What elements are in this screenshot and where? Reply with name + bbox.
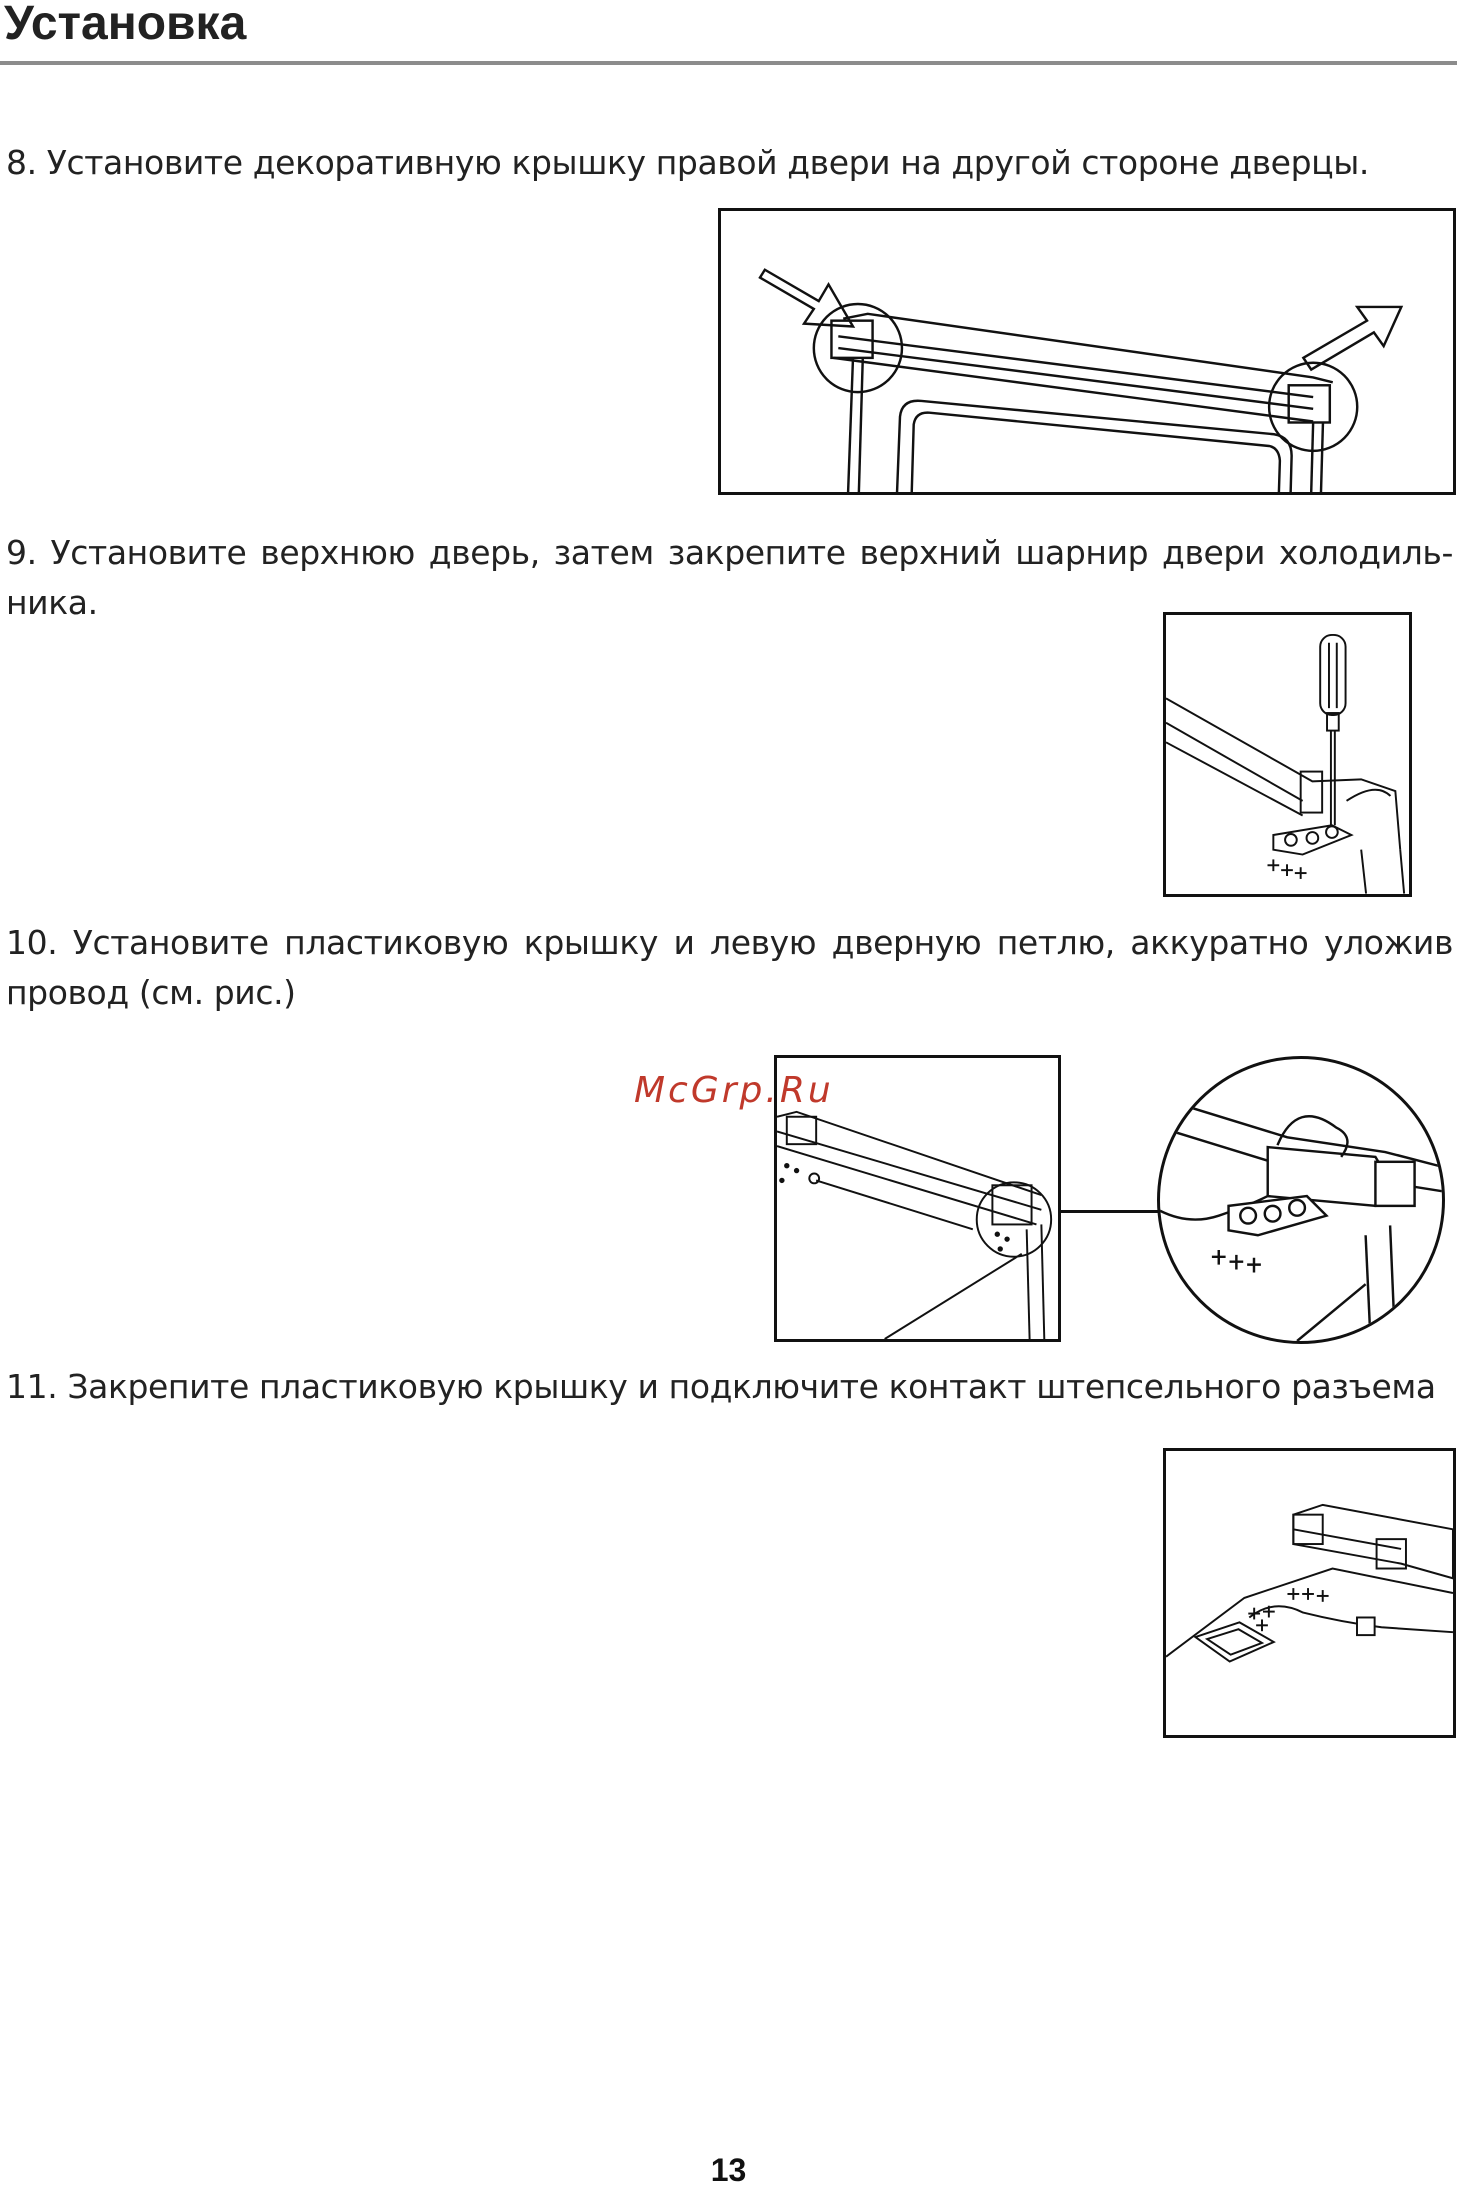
hinge-wire-detail-illustration <box>1157 1056 1445 1344</box>
step-9-text: 9. Установите верхнюю дверь, затем закрепите верхний шарнир двери холодиль-ника. <box>6 533 1453 622</box>
step-10-text: 10. Установите пластиковую крышку и левую дверную петлю, аккуратно уложив провод (см. рис.) <box>6 923 1453 1012</box>
page-title: Установка <box>4 0 247 50</box>
zoom-connector-line <box>1060 1210 1160 1213</box>
plug-connector-illustration <box>1163 1448 1456 1738</box>
step-11-text: 11. Закрепите пластиковую крышку и подключите контакт штепсельного разъема <box>6 1367 1436 1406</box>
step-8-text: 8. Установите декоративную крышку правой двери на другой стороне дверцы. <box>6 143 1369 182</box>
page-number: 13 <box>710 2152 747 2188</box>
screwdriver-hinge-illustration <box>1163 612 1412 897</box>
door-cover-arrows-illustration <box>718 208 1456 495</box>
watermark: McGrp.Ru <box>634 1070 834 1111</box>
title-divider <box>0 61 1457 65</box>
